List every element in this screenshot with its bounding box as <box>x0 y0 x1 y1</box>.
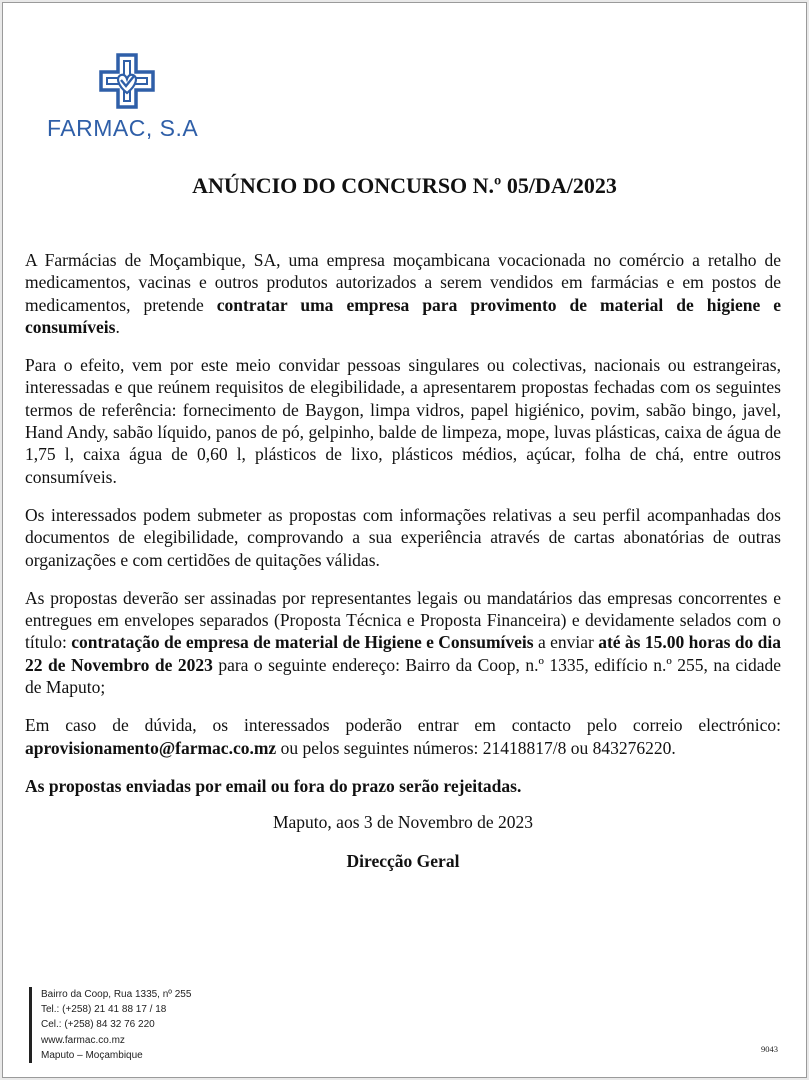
footer-tel: Tel.: (+258) 21 41 88 17 / 18 <box>41 1004 167 1016</box>
company-logo <box>47 53 217 142</box>
reference-number: 9043 <box>761 1044 778 1054</box>
intro-end: . <box>115 316 120 337</box>
announcement-body <box>25 249 781 888</box>
paragraph-terms: Para o efeito, vem por este meio convidar pessoas singulares ou colectivas, nacionais ou estrangeiras, interessadas e que reúnem requisitos de elegibilidade, a apresentarem propostas fechadas com os seguintes termos de referência: fornecimento de Baygon, limpa vidros, papel higiénico, povim, sabão bingo, javel, Hand Andy, sabão líquido, panos de pó, gelpinho, balde de limpeza, mope, luvas plásticas, caixa de água de 1,75 l, caixa água de 0,60 l, plásticos de lixo, plásticos médios, açúcar, folha de chá, entre outros consumíveis. <box>25 355 781 487</box>
paragraph-contact <box>25 714 781 759</box>
paragraph-submission <box>25 587 781 698</box>
contact-phones: ou pelos seguintes números: 21418817/8 ou 843276220. <box>276 737 676 758</box>
footer-website[interactable]: www.farmac.co.mz <box>41 1034 125 1046</box>
submission-title: contratação de empresa de material de Higiene e Consumíveis <box>71 632 534 653</box>
paragraph-intro <box>25 249 781 338</box>
contact-email[interactable]: aprovisionamento@farmac.co.mz <box>25 737 277 758</box>
announcement-page <box>2 2 807 1078</box>
footer-cel: Cel.: (+258) 84 32 76 220 <box>41 1019 155 1031</box>
footer-address: Bairro da Coop, Rua 1335, nº 255 <box>41 989 192 1000</box>
pharmacy-cross-heart-icon <box>99 53 155 109</box>
submission-text: As propostas deverão ser assinadas por representantes legais ou mandatários das empresas concorrentes e entregues em envelopes separados (Proposta Técnica e Proposta Financeira) e devidamente selados com o título: <box>25 587 781 653</box>
contact-text: Em caso de dúvida, os interessados poderão entrar em contacto pelo correio electrónico: <box>25 715 781 736</box>
paragraph-eligibility: Os interessados podem submeter as propostas com informações relativas a seu perfil acompanhadas dos documentos de elegibilidade, comprovando a sua experiência através de cartas abonatórias de outras organizações e com certidões de quitações válidas. <box>25 504 781 570</box>
intro-highlight: contratar uma empresa para provimento de material de higiene e consumíveis <box>25 294 781 337</box>
signature: Direcção Geral <box>346 850 460 871</box>
company-name: FARMAC, S.A <box>47 115 199 141</box>
place-date: Maputo, aos 3 de Novembro de 2023 <box>272 812 534 833</box>
intro-text: A Farmácias de Moçambique, SA, uma empresa moçambicana vocacionada no comércio a retalho de medicamentos, vacinas e outros produtos autorizados a serem vendidos em farmácias e em postos de medicamentos, pretende <box>25 250 781 315</box>
announcement-title: ANÚNCIO DO CONCURSO N.º 05/DA/2023 <box>192 173 617 198</box>
footer-city: Maputo – Moçambique <box>41 1049 143 1061</box>
rejection-warning: As propostas enviadas por email ou fora do prazo serão rejeitadas. <box>25 775 522 796</box>
submission-deadline: até às 15.00 horas do dia 22 de Novembro de 2023 <box>25 632 782 675</box>
submission-address: para o seguinte endereço: Bairro da Coop, n.º 1335, edifício n.º 255, na cidade de Maputo; <box>25 654 781 698</box>
footer-contacts <box>29 987 191 1063</box>
submission-mid: a enviar <box>533 632 599 653</box>
